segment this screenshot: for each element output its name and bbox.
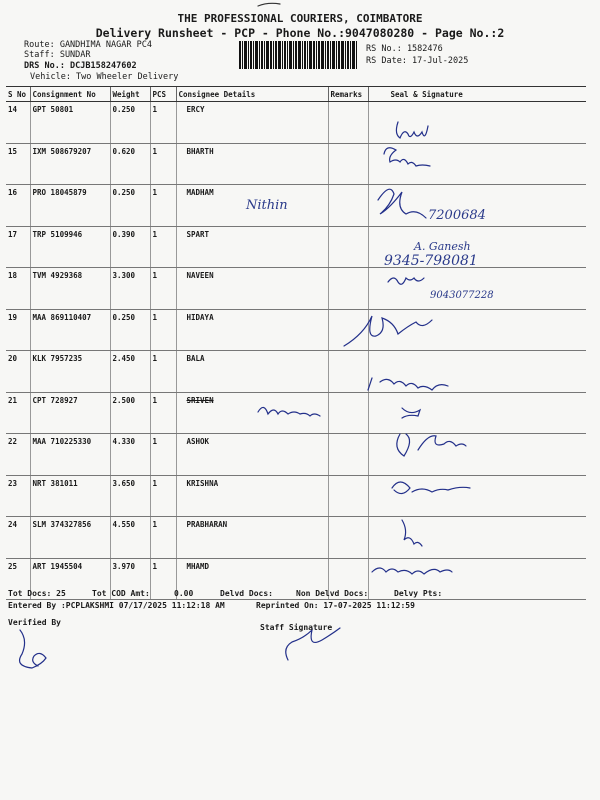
table-row [6, 475, 586, 517]
row-remarks [328, 392, 368, 434]
row-consignment: TRP 5109946 [30, 226, 110, 268]
row-sno: 25 [6, 558, 30, 600]
tot-docs: Tot Docs: 25 [8, 589, 66, 598]
table-row [6, 309, 586, 351]
row-consignment: IXM 508679207 [30, 143, 110, 185]
row-sno: 19 [6, 309, 30, 351]
row-pcs: 1 [150, 226, 176, 268]
row-sno: 16 [6, 185, 30, 227]
row-signature [368, 309, 586, 351]
row-signature [368, 392, 586, 434]
table-row [6, 351, 586, 393]
row-weight: 0.250 [110, 185, 150, 227]
row-sno: 23 [6, 475, 30, 517]
col-consignment: Consignment No [30, 87, 110, 102]
handwritten-phone-row16: 7200684 [428, 208, 486, 223]
row-remarks [328, 351, 368, 393]
row-signature [368, 143, 586, 185]
row-consignment: PRO 18045879 [30, 185, 110, 227]
company-title: THE PROFESSIONAL COURIERS, COIMBATORE [177, 12, 423, 25]
row-sno: 22 [6, 434, 30, 476]
row-consignee: BALA [176, 351, 328, 393]
row-weight: 2.500 [110, 392, 150, 434]
tot-cod-label: Tot COD Amt: [92, 589, 150, 598]
handwritten-name-row17: A. Ganesh [414, 240, 471, 253]
delvy-pts: Delvy Pts: [394, 589, 443, 598]
row-consignee: SPART [176, 226, 328, 268]
row-consignment: MAA 869110407 [30, 309, 110, 351]
verified-signature-ink [20, 630, 46, 668]
reprinted-on: Reprinted On: 17-07-2025 11:12:59 [256, 601, 415, 610]
row-consignment: CPT 728927 [30, 392, 110, 434]
row-consignment: TVM 4929368 [30, 268, 110, 310]
row-weight: 0.250 [110, 102, 150, 144]
table-row [6, 102, 586, 144]
row-signature [368, 268, 586, 310]
row-pcs: 1 [150, 143, 176, 185]
row-consignment: MAA 710225330 [30, 434, 110, 476]
non-delvd-docs: Non Delvd Docs: [296, 589, 369, 598]
row-pcs: 1 [150, 434, 176, 476]
row-consignment: ART 1945504 [30, 558, 110, 600]
staff-label: Staff: SUNDAR [24, 50, 91, 60]
col-sno: S No [6, 87, 30, 102]
table-header-row [6, 87, 586, 102]
col-consignee: Consignee Details [176, 87, 328, 102]
row-consignee: BHARTH [176, 143, 328, 185]
row-remarks [328, 434, 368, 476]
row-consignee: MADHAM [176, 185, 328, 227]
row-pcs: 1 [150, 475, 176, 517]
row-remarks [328, 185, 368, 227]
row-consignee: SRIVEN [176, 392, 328, 434]
row-consignee: HIDAYA [176, 309, 328, 351]
row-remarks [328, 226, 368, 268]
row-weight: 4.550 [110, 517, 150, 559]
drs-number: DRS No.: DCJB158247602 [24, 61, 137, 71]
row-sno: 15 [6, 143, 30, 185]
rs-number: RS No.: 1582476 [366, 44, 443, 54]
row-consignee: PRABHARAN [176, 517, 328, 559]
row-weight: 0.250 [110, 309, 150, 351]
barcode-image [238, 41, 358, 69]
row-weight: 2.450 [110, 351, 150, 393]
row-pcs: 1 [150, 517, 176, 559]
staff-signature-ink [286, 628, 340, 660]
row-pcs: 1 [150, 185, 176, 227]
row-sno: 20 [6, 351, 30, 393]
col-weight: Weight [110, 87, 150, 102]
row-sno: 14 [6, 102, 30, 144]
row-pcs: 1 [150, 268, 176, 310]
row-remarks [328, 268, 368, 310]
row-pcs: 1 [150, 351, 176, 393]
verified-by-label: Verified By [8, 618, 61, 627]
rs-date: RS Date: 17-Jul-2025 [366, 56, 469, 66]
row-signature [368, 475, 586, 517]
row-consignment: SLM 374327856 [30, 517, 110, 559]
row-consignee: ERCY [176, 102, 328, 144]
row-sno: 17 [6, 226, 30, 268]
row-remarks [328, 102, 368, 144]
row-signature [368, 434, 586, 476]
row-signature [368, 102, 586, 144]
row-remarks [328, 475, 368, 517]
handwritten-phone-row18: 9043077228 [430, 290, 494, 301]
tot-cod-amount: 0.00 [174, 589, 194, 598]
row-consignment: NRT 381011 [30, 475, 110, 517]
handwritten-phone-row17: 9345-798081 [384, 253, 478, 269]
row-remarks [328, 143, 368, 185]
row-remarks [328, 517, 368, 559]
table-row [6, 392, 586, 434]
row-signature [368, 351, 586, 393]
row-sno: 18 [6, 268, 30, 310]
row-consignment: KLK 7957235 [30, 351, 110, 393]
row-weight: 3.300 [110, 268, 150, 310]
table-row [6, 517, 586, 559]
row-sno: 24 [6, 517, 30, 559]
table-row [6, 434, 586, 476]
handwritten-remark-row16: Nithin [246, 198, 288, 213]
row-consignee: KRISHNA [176, 475, 328, 517]
route-label: Route: GANDHIMA NAGAR PC4 [24, 40, 152, 50]
row-pcs: 1 [150, 102, 176, 144]
row-weight: 0.620 [110, 143, 150, 185]
staff-signature-label: Staff Signature [260, 623, 333, 632]
row-pcs: 1 [150, 309, 176, 351]
row-remarks [328, 309, 368, 351]
table-row [6, 143, 586, 185]
row-consignee: ASHOK [176, 434, 328, 476]
col-seal-signature: Seal & Signature [368, 87, 586, 102]
runsheet-table [6, 86, 586, 600]
row-pcs: 1 [150, 392, 176, 434]
entered-by: Entered By :PCPLAKSHMI 07/17/2025 11:12:18 AM [8, 601, 225, 610]
vehicle-label: Vehicle: Two Wheeler Delivery [30, 72, 179, 82]
col-remarks: Remarks [328, 87, 368, 102]
table-row [6, 268, 586, 310]
row-weight: 3.650 [110, 475, 150, 517]
col-pcs: PCS [150, 87, 176, 102]
row-consignee: MHAMD [176, 558, 328, 600]
row-sno: 21 [6, 392, 30, 434]
row-weight: 3.970 [110, 558, 150, 600]
table-row [6, 226, 586, 268]
row-weight: 0.390 [110, 226, 150, 268]
runsheet-subtitle: Delivery Runsheet - PCP - Phone No.:9047080280 - Page No.:2 [95, 26, 505, 40]
row-consignment: GPT 50801 [30, 102, 110, 144]
row-pcs: 1 [150, 558, 176, 600]
row-signature [368, 517, 586, 559]
delvd-docs: Delvd Docs: [220, 589, 273, 598]
table-row [6, 185, 586, 227]
row-consignee: NAVEEN [176, 268, 328, 310]
row-weight: 4.330 [110, 434, 150, 476]
